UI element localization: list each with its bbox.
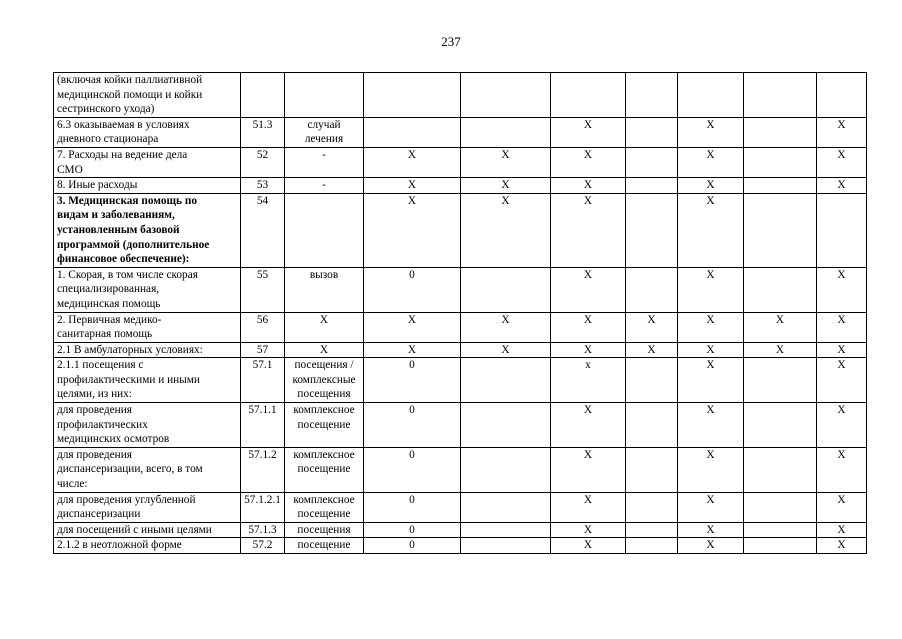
value-cell [461,522,551,538]
value-cell: X [817,358,867,403]
row-label-cell: 2.1 В амбулаторных условиях: [54,342,241,358]
table-row [54,178,867,194]
value-cell [744,73,817,118]
value-cell [744,193,817,267]
value-cell [461,403,551,448]
value-cell: X [461,312,551,342]
value-cell: X [678,147,744,177]
value-cell [817,193,867,267]
value-cell: X [744,312,817,342]
row-label-cell: 3. Медицинская помощь по видам и заболеваниям, установленным базовой программой (дополнительное финансовое обеспечение): [54,193,241,267]
table-row [54,447,867,492]
value-cell: X [817,342,867,358]
unit-cell: X [285,312,364,342]
value-cell: x [551,358,626,403]
unit-cell [285,73,364,118]
value-cell: X [678,178,744,194]
value-cell: X [364,312,461,342]
unit-cell: - [285,147,364,177]
line-code-cell [241,73,285,118]
row-label-cell: 2.1.1 посещения с профилактическими и иными целями, из них: [54,358,241,403]
value-cell: X [364,178,461,194]
value-cell [744,147,817,177]
table-row [54,117,867,147]
value-cell: X [626,312,678,342]
value-cell: X [461,147,551,177]
line-code-cell: 54 [241,193,285,267]
value-cell: 0 [364,538,461,554]
value-cell: X [817,492,867,522]
line-code-cell: 57.1.1 [241,403,285,448]
value-cell [744,267,817,312]
value-cell: X [551,492,626,522]
value-cell [461,117,551,147]
value-cell [744,358,817,403]
value-cell: X [551,267,626,312]
line-code-cell: 56 [241,312,285,342]
value-cell: X [817,267,867,312]
value-cell: X [817,178,867,194]
value-cell [744,117,817,147]
unit-cell: - [285,178,364,194]
table-row [54,522,867,538]
line-code-cell: 57 [241,342,285,358]
value-cell [626,538,678,554]
value-cell: X [678,403,744,448]
table-row [54,492,867,522]
row-label-cell: для проведения профилактических медицинских осмотров [54,403,241,448]
value-cell: X [461,342,551,358]
value-cell: X [744,342,817,358]
line-code-cell: 57.1.3 [241,522,285,538]
row-label-cell: 2.1.2 в неотложной форме [54,538,241,554]
row-label-cell: 1. Скорая, в том числе скорая специализированная, медицинская помощь [54,267,241,312]
value-cell: X [551,342,626,358]
value-cell: X [461,193,551,267]
table-row [54,193,867,267]
unit-cell: случай лечения [285,117,364,147]
value-cell: 0 [364,492,461,522]
value-cell [626,358,678,403]
table-row [54,342,867,358]
table-row [54,147,867,177]
value-cell: X [817,117,867,147]
value-cell: 0 [364,522,461,538]
value-cell: X [626,342,678,358]
value-cell: X [817,522,867,538]
table-row [54,358,867,403]
value-cell [364,73,461,118]
value-cell [626,178,678,194]
unit-cell: посещения [285,522,364,538]
value-cell: X [678,447,744,492]
row-label-cell: 2. Первичная медико- санитарная помощь [54,312,241,342]
row-label-cell: 8. Иные расходы [54,178,241,194]
value-cell [551,73,626,118]
value-cell: X [678,117,744,147]
value-cell [461,492,551,522]
value-cell: X [678,358,744,403]
page-number: 237 [441,34,461,49]
value-cell [626,447,678,492]
value-cell: X [551,178,626,194]
value-cell [626,147,678,177]
data-table [53,72,867,554]
unit-cell: комплексное посещение [285,403,364,448]
value-cell [744,538,817,554]
value-cell: X [364,342,461,358]
table-row [54,73,867,118]
unit-cell: комплексное посещение [285,447,364,492]
row-label-cell: для проведения углубленной диспансеризации [54,492,241,522]
line-code-cell: 55 [241,267,285,312]
table-row [54,267,867,312]
table-body [54,73,867,554]
value-cell [626,403,678,448]
value-cell: X [364,193,461,267]
value-cell: X [551,522,626,538]
value-cell: 0 [364,447,461,492]
value-cell [461,358,551,403]
value-cell [744,522,817,538]
row-label-cell: 6.3 оказываемая в условиях дневного стационара [54,117,241,147]
row-label-cell: 7. Расходы на ведение дела СМО [54,147,241,177]
value-cell: X [817,447,867,492]
row-label-cell: (включая койки паллиативной медицинской помощи и койки сестринского ухода) [54,73,241,118]
value-cell: 0 [364,267,461,312]
value-cell: 0 [364,403,461,448]
value-cell [626,522,678,538]
value-cell: X [551,312,626,342]
line-code-cell: 52 [241,147,285,177]
value-cell: X [678,538,744,554]
value-cell: X [461,178,551,194]
value-cell: X [817,403,867,448]
value-cell: X [551,147,626,177]
row-label-cell: для проведения диспансеризации, всего, в том числе: [54,447,241,492]
value-cell [461,447,551,492]
line-code-cell: 57.2 [241,538,285,554]
value-cell: X [551,193,626,267]
value-cell: X [364,147,461,177]
unit-cell: посещение [285,538,364,554]
value-cell: 0 [364,358,461,403]
value-cell [744,403,817,448]
value-cell [461,73,551,118]
value-cell [364,117,461,147]
row-label-cell: для посещений с иными целями [54,522,241,538]
unit-cell: вызов [285,267,364,312]
value-cell: X [678,492,744,522]
value-cell [626,267,678,312]
line-code-cell: 51.3 [241,117,285,147]
value-cell [461,538,551,554]
value-cell [461,267,551,312]
value-cell: X [817,538,867,554]
value-cell [626,117,678,147]
value-cell: X [817,312,867,342]
value-cell: X [817,147,867,177]
value-cell [626,73,678,118]
value-cell: X [678,342,744,358]
line-code-cell: 57.1.2.1 [241,492,285,522]
value-cell: X [551,117,626,147]
value-cell: X [678,193,744,267]
table-row [54,312,867,342]
unit-cell: комплексное посещение [285,492,364,522]
unit-cell: X [285,342,364,358]
value-cell: X [678,312,744,342]
value-cell [744,447,817,492]
value-cell: X [551,447,626,492]
table-row [54,538,867,554]
value-cell [678,73,744,118]
unit-cell: посещения / комплексные посещения [285,358,364,403]
line-code-cell: 57.1.2 [241,447,285,492]
value-cell: X [678,267,744,312]
value-cell: X [551,538,626,554]
value-cell: X [678,522,744,538]
value-cell [626,193,678,267]
line-code-cell: 57.1 [241,358,285,403]
value-cell [744,178,817,194]
value-cell [817,73,867,118]
value-cell [626,492,678,522]
unit-cell [285,193,364,267]
value-cell: X [551,403,626,448]
table-row [54,403,867,448]
value-cell [744,492,817,522]
line-code-cell: 53 [241,178,285,194]
